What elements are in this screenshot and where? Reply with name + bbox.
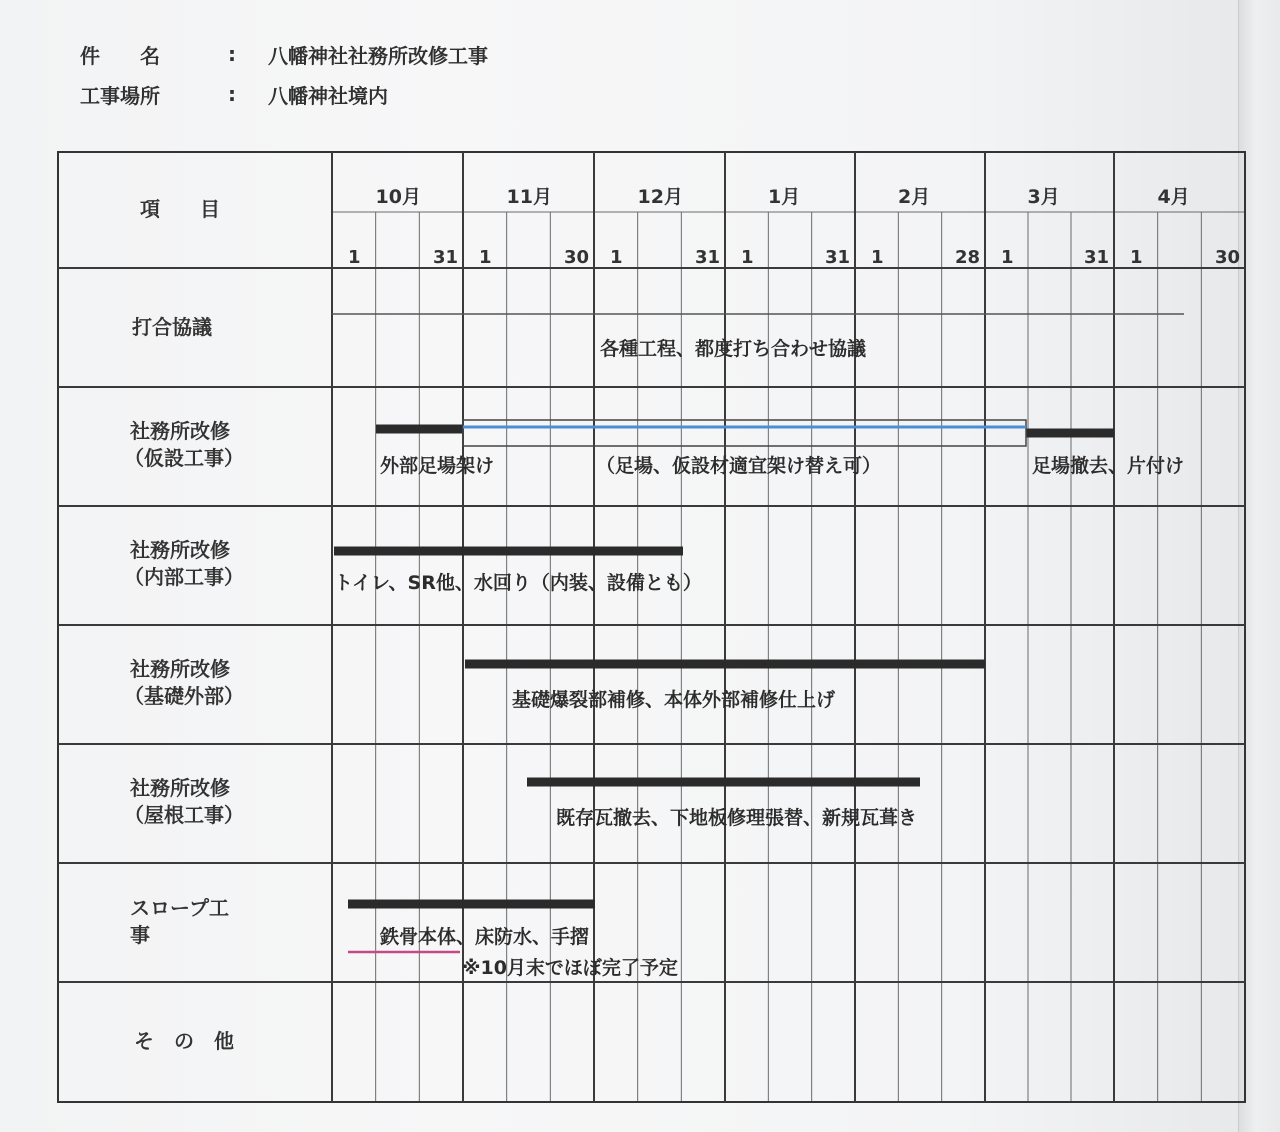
day-start: 1: [610, 247, 623, 268]
month-label: 12月: [637, 186, 683, 208]
scaffold-note-3: 足場撤去、片付け: [1032, 455, 1185, 477]
day-start: 1: [479, 247, 492, 268]
roof-note: 既存瓦撤去、下地板修理張替、新規瓦葺き: [556, 807, 918, 829]
day-start: 1: [348, 247, 361, 268]
row-label: スロープ工: [130, 896, 229, 920]
scaffold-note-2: （足場、仮設材適宜架け替え可）: [596, 455, 882, 477]
site-separator: :: [228, 82, 236, 106]
item-column-header: 項 目: [140, 197, 220, 221]
row-label: 打合協議: [132, 315, 212, 339]
day-end: 31: [433, 247, 459, 268]
day-start: 1: [871, 247, 884, 268]
day-end: 31: [695, 247, 721, 268]
slope-note: 鉄骨本体、床防水、手摺: [380, 926, 590, 948]
row-label: 社務所改修: [130, 657, 230, 681]
row-label: 社務所改修: [130, 419, 230, 443]
month-label: 2月: [898, 186, 931, 208]
day-start: 1: [741, 247, 754, 268]
foundation-note: 基礎爆裂部補修、本体外部補修仕上げ: [512, 689, 836, 711]
day-end: 30: [564, 247, 590, 268]
row-label: そ の 他: [134, 1029, 234, 1053]
interior-note: トイレ、SR他、水回り（内装、設備とも）: [334, 572, 702, 594]
row-sublabel: （内部工事）: [124, 565, 244, 589]
month-label: 1月: [768, 186, 801, 208]
meeting-note: 各種工程、都度打ち合わせ協議: [600, 338, 867, 360]
row-label: 社務所改修: [130, 538, 230, 562]
site-label: 工事場所: [80, 84, 160, 108]
day-end: 30: [1215, 247, 1241, 268]
project-name: 八幡神社社務所改修工事: [268, 44, 488, 68]
row-label: 社務所改修: [130, 776, 230, 800]
day-end: 31: [1084, 247, 1110, 268]
site-name: 八幡神社境内: [268, 84, 388, 108]
month-label: 4月: [1157, 186, 1190, 208]
month-label: 10月: [375, 186, 421, 208]
day-end: 31: [825, 247, 851, 268]
month-label: 11月: [506, 186, 552, 208]
day-start: 1: [1001, 247, 1014, 268]
day-end: 28: [955, 247, 981, 268]
day-start: 1: [1130, 247, 1143, 268]
row-sublabel: （基礎外部）: [124, 684, 244, 708]
month-label: 3月: [1027, 186, 1060, 208]
row-sublabel: （仮設工事）: [124, 446, 244, 470]
scaffold-note: 外部足場架け: [380, 455, 495, 477]
row-sublabel: 事: [130, 923, 150, 947]
row-sublabel: （屋根工事）: [124, 803, 244, 827]
slope-note-2: ※10月末でほぼ完了予定: [462, 957, 678, 979]
name-separator: :: [228, 42, 236, 66]
name-label: 件 名: [80, 44, 160, 68]
